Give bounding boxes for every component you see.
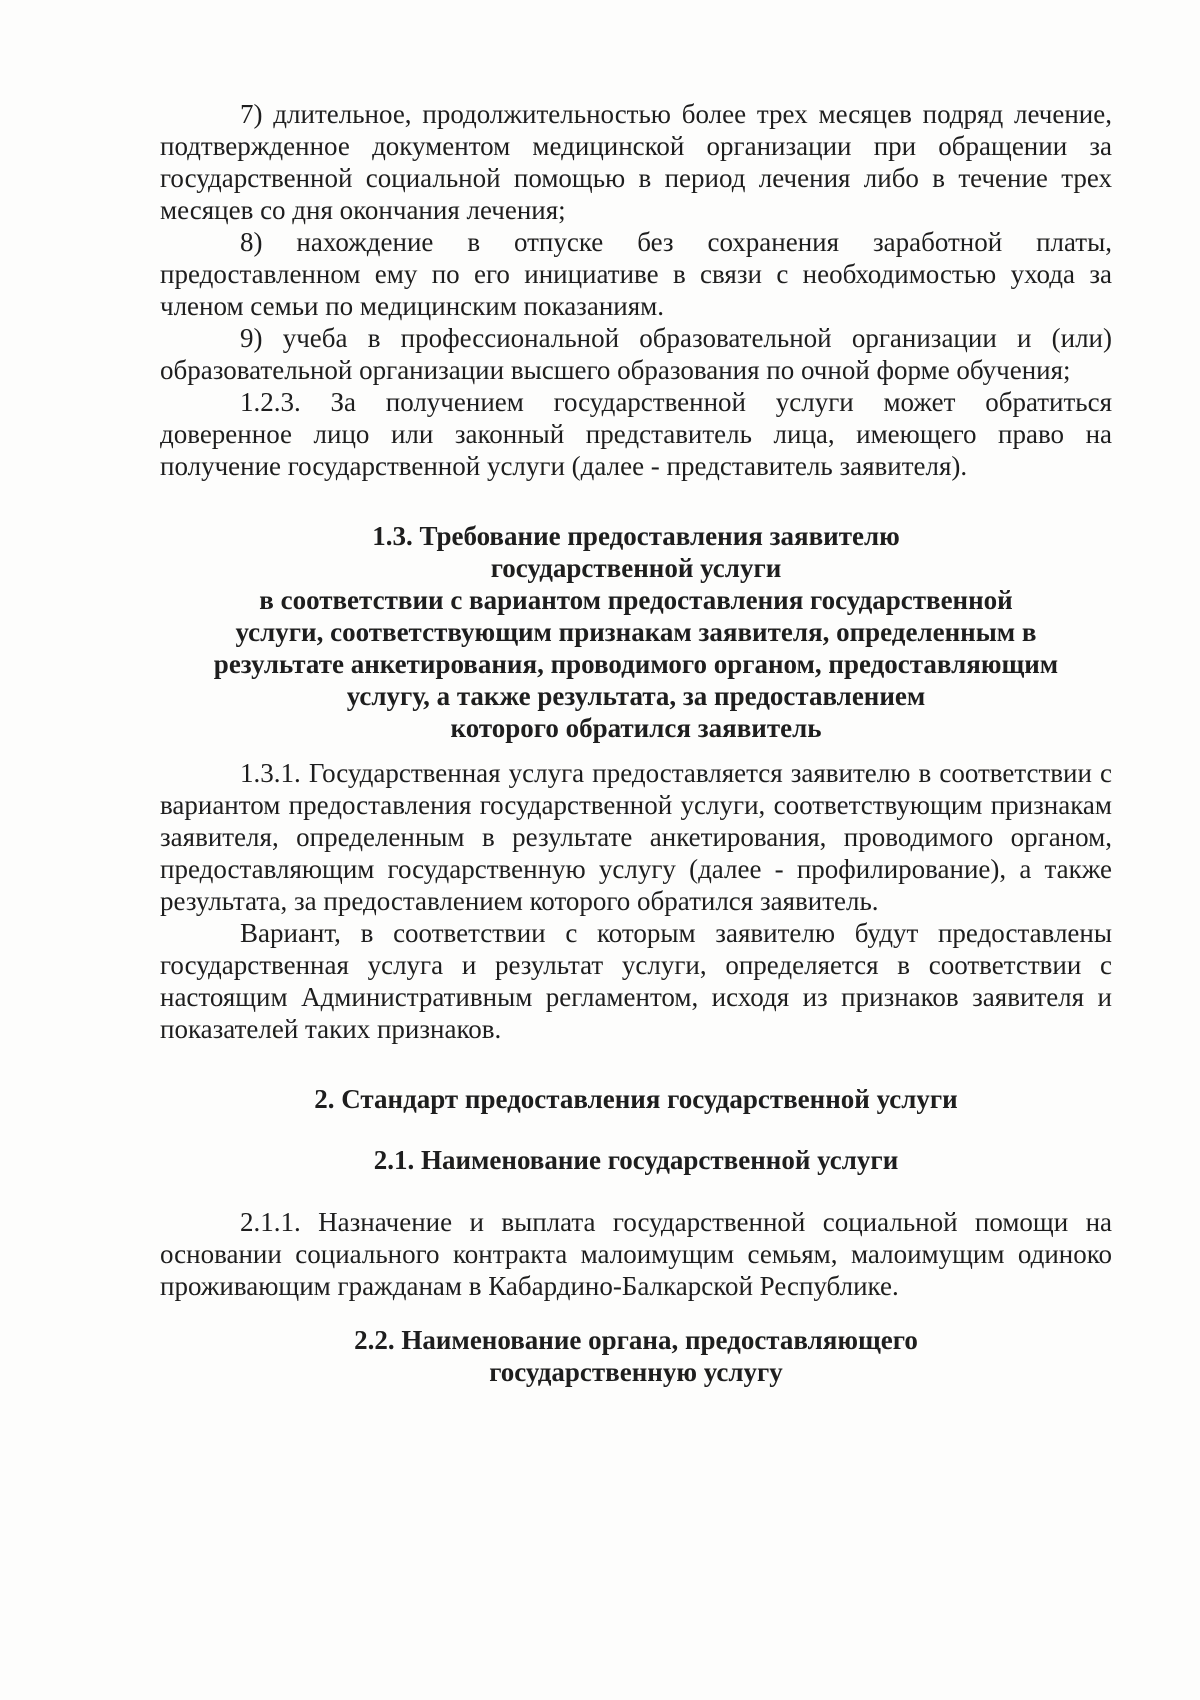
section-heading: [160, 1324, 1112, 1388]
section-1-3-heading: [160, 520, 1112, 744]
list-item-9: 9) учеба в профессиональной образовательной организации и (или) образовательной организации высшего образования по очной форме обучения;: [160, 323, 1112, 385]
heading-line: результате анкетирования, проводимого органом, предоставляющим: [213, 649, 1059, 679]
heading-line: государственную услугу: [489, 1357, 783, 1387]
section-2-heading: [160, 1083, 1112, 1115]
section-2-1-heading: [160, 1144, 1112, 1176]
heading-line: услуги, соответствующим признакам заявителя, определенным в: [235, 617, 1037, 647]
heading-line: в соответствии с вариантом предоставления государственной: [259, 585, 1013, 615]
section-heading: 2. Стандарт предоставления государственной услуги: [314, 1084, 958, 1114]
heading-line: 1.3. Требование предоставления заявителю: [372, 521, 900, 551]
list-item-8: 8) нахождение в отпуске без сохранения заработной платы, предоставленном ему по его инициативе в связи с необходимостью ухода за членом семьи по медицинским показаниям.: [160, 227, 1112, 321]
paragraph-variant: Вариант, в соответствии с которым заявителю будут предоставлены государственная услуга и результат услуги, определяется в соответствии с настоящим Административным регламентом, исходя из признаков заявителя и показателей таких признаков.: [160, 918, 1112, 1044]
section-1-3-body: [160, 757, 1112, 1045]
section-2-1-body: [160, 1206, 1112, 1302]
heading-line: государственной услуги: [490, 553, 782, 583]
paragraph-2-1-1: 2.1.1. Назначение и выплата государственной социальной помощи на основании социального контракта малоимущим семьям, малоимущим одиноко проживающим гражданам в Кабардино-Балкарской Республике.: [160, 1207, 1112, 1301]
section-2-2-heading: [160, 1324, 1112, 1388]
heading-line: 2.2. Наименование органа, предоставляющего: [354, 1325, 918, 1355]
list-items-block: [160, 98, 1112, 482]
heading-line: услугу, а также результата, за предоставлением: [346, 681, 926, 711]
paragraph-1-2-3: 1.2.3. За получением государственной услуги может обратиться доверенное лицо или законный представитель лица, имеющего право на получение государственной услуги (далее - представитель заявителя).: [160, 387, 1112, 481]
paragraph-1-3-1: 1.3.1. Государственная услуга предоставляется заявителю в соответствии с вариантом предоставления государственной услуги, соответствующим признакам заявителя, определенным в результате анкетирования, проводимого органом, предоставляющим государственную услугу (далее - профилирование), а также результата, за предоставлением которого обратился заявитель.: [160, 758, 1112, 916]
section-heading: 2.1. Наименование государственной услуги: [373, 1145, 899, 1175]
heading-line: которого обратился заявитель: [450, 713, 822, 743]
section-heading: [160, 520, 1112, 744]
list-item-7: 7) длительное, продолжительностью более трех месяцев подряд лечение, подтвержденное документом медицинской организации при обращении за государственной социальной помощью в период лечения либо в течение трех месяцев со дня окончания лечения;: [160, 99, 1112, 225]
